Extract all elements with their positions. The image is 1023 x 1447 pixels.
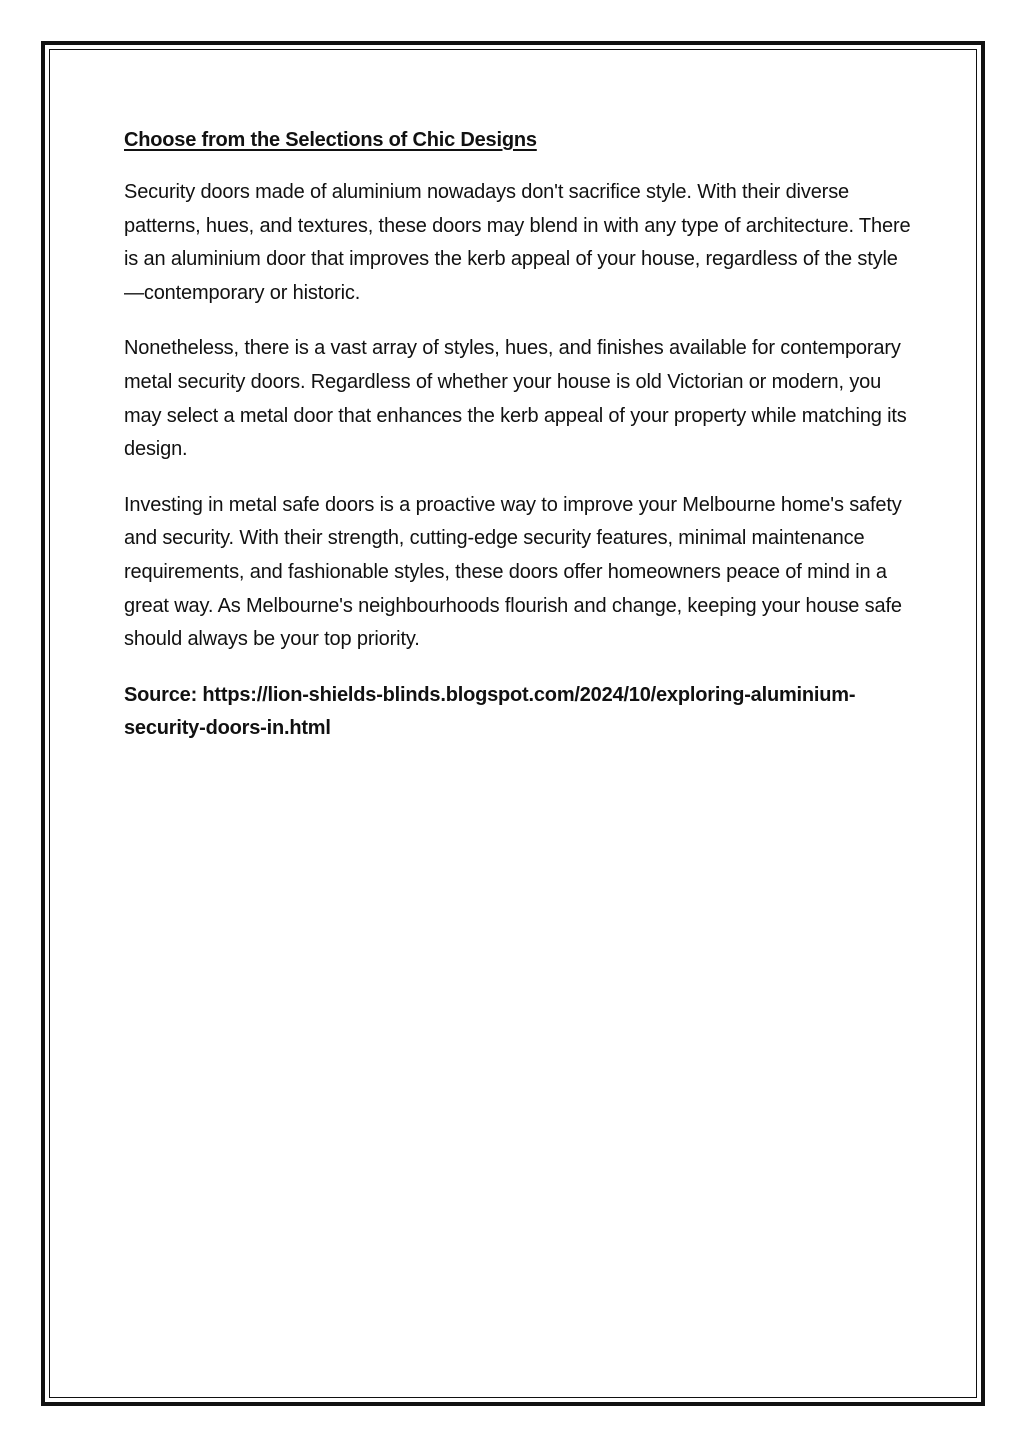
document-body	[124, 124, 914, 746]
source-link[interactable]: Source: https://lion-shields-blinds.blogspot.com/2024/10/exploring-aluminium-security-doors-in.html	[124, 683, 856, 740]
paragraph-finishes: Nonetheless, there is a vast array of styles, hues, and finishes available for contemporary metal security doors. Regardless of whether your house is old Victorian or modern, you may select a metal door that enhances the kerb appeal of your property while matching its design.	[124, 337, 907, 461]
section-heading: Choose from the Selections of Chic Designs	[124, 129, 537, 151]
paragraph-investing: Investing in metal safe doors is a proactive way to improve your Melbourne home's safety and security. With their strength, cutting-edge security features, minimal maintenance requirements, and fashionable styles, these doors offer homeowners peace of mind in a great way. As Melbourne's neighbourhoods flourish and change, keeping your house safe should always be your top priority.	[124, 493, 902, 651]
paragraph-style: Security doors made of aluminium nowadays don't sacrifice style. With their diverse patterns, hues, and textures, these doors may blend in with any type of architecture. There is an aluminium door that improves the kerb appeal of your house, regardless of the style—contemporary or historic.	[124, 181, 911, 304]
